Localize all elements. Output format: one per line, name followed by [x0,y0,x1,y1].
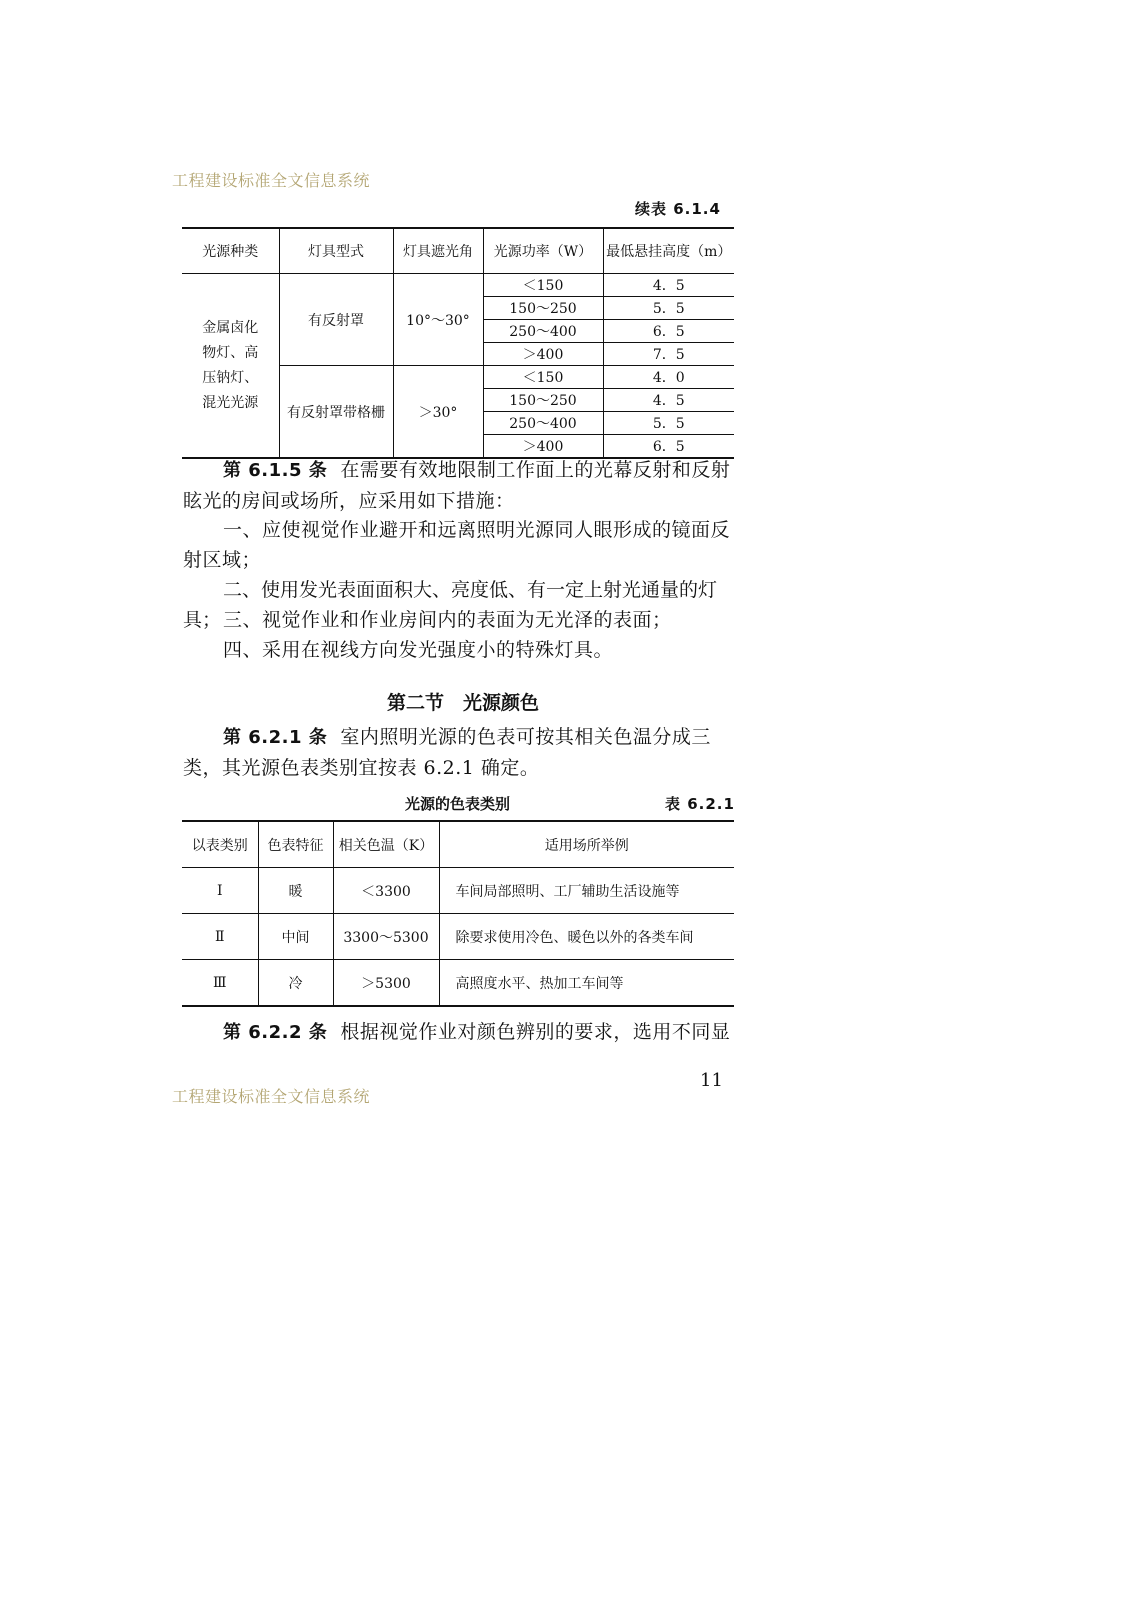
temperature-cell: ＞5300 [333,960,439,1007]
power-cell: 150～250 [483,389,603,412]
header-cell: 光源功率（W） [483,228,603,274]
power-cell: ＜150 [483,274,603,297]
source-type-line: 金属卤化 [202,319,259,336]
table-row [182,960,734,1007]
source-type-line: 混光光源 [202,394,259,411]
source-type-line: 压钠灯、 [202,369,259,386]
height-cell: 4．0 [603,366,734,389]
fixture-cell: 有反射罩带格栅 [279,366,393,459]
example-cell: 除要求使用冷色、暖色以外的各类车间 [439,914,734,960]
article-615-item-4: 四、采用在视线方向发光强度小的特殊灯具。 [223,639,614,661]
article-615 [183,455,743,516]
header-cell: 色表特征 [258,821,333,868]
table-row [182,868,734,914]
article-615-item-1: 一、应使视觉作业避开和远离照明光源同人眼形成的镜面反射区域； [183,519,731,571]
table-621 [182,820,734,1007]
table-row [182,274,734,297]
source-type-line: 物灯、高 [202,344,259,361]
feature-cell: 中间 [258,914,333,960]
height-cell: 5．5 [603,412,734,435]
source-type-cell [182,274,279,459]
category-cell: Ⅰ [182,868,258,914]
temperature-cell: ＜3300 [333,868,439,914]
article-621-label: 第 6.2.1 条 [223,727,328,748]
header-cell: 灯具遮光角 [393,228,483,274]
power-cell: ＜150 [483,366,603,389]
article-622 [183,1017,743,1048]
power-cell: ＞400 [483,343,603,366]
height-cell: 5．5 [603,297,734,320]
feature-cell: 冷 [258,960,333,1007]
article-621-text: 室内照明光源的色表可按其相关色温分成三类，其光源色表类别宜按表 6.2.1 确定。 [183,726,711,779]
height-cell: 6．5 [652,439,685,455]
height-cell: 4．5 [603,274,734,297]
power-cell: 250～400 [483,412,603,435]
example-cell: 车间局部照明、工厂辅助生活设施等 [439,868,734,914]
table-header-row [182,228,734,274]
table-614-caption: 续表 6.1.4 [635,200,721,218]
table-row [182,914,734,960]
height-cell: 6．5 [603,320,734,343]
power-cell: 150～250 [483,297,603,320]
watermark-top: 工程建设标准全文信息系统 [172,171,371,190]
header-cell: 光源种类 [182,228,279,274]
angle-cell: 10°～30° [393,274,483,366]
header-cell: 适用场所举例 [439,821,734,868]
angle-cell: ＞30° [393,366,483,459]
header-cell: 以表类别 [182,821,258,868]
height-cell: 4．5 [603,389,734,412]
category-cell: Ⅲ [182,960,258,1007]
table-614 [182,227,734,459]
article-615-label: 第 6.1.5 条 [223,460,328,481]
article-615-item-2: 二、使用发光表面面积大、亮度低、有一定上射光通量的灯具； [183,579,718,631]
table-621-caption: 表 6.2.1 [665,795,735,813]
temperature-cell: 3300～5300 [333,914,439,960]
page-number: 11 [700,1070,723,1091]
feature-cell: 暖 [258,868,333,914]
watermark-bottom: 工程建设标准全文信息系统 [172,1087,371,1106]
header-cell: 最低悬挂高度（m） [603,228,734,274]
section-title: 第二节 光源颜色 [386,692,539,714]
height-cell: 7．5 [603,343,734,366]
power-cell: 250～400 [483,320,603,343]
header-cell: 灯具型式 [279,228,393,274]
example-cell: 高照度水平、热加工车间等 [455,975,624,992]
table-621-title: 光源的色表类别 [405,795,511,813]
article-622-label: 第 6.2.2 条 [223,1022,328,1043]
header-cell: 相关色温（K） [333,821,439,868]
category-cell: Ⅱ [182,914,258,960]
article-622-text: 根据视觉作业对颜色辨别的要求，选用不同显 [340,1021,731,1043]
fixture-cell: 有反射罩 [279,274,393,366]
table-header-row [182,821,734,868]
article-621 [183,722,743,783]
power-cell: ＞400 [483,435,603,459]
article-615-item-3: 三、视觉作业和作业房间内的表面为无光泽的表面； [223,609,672,631]
article-615-text: 在需要有效地限制工作面上的光幕反射和反射眩光的房间或场所，应采用如下措施： [183,459,731,512]
